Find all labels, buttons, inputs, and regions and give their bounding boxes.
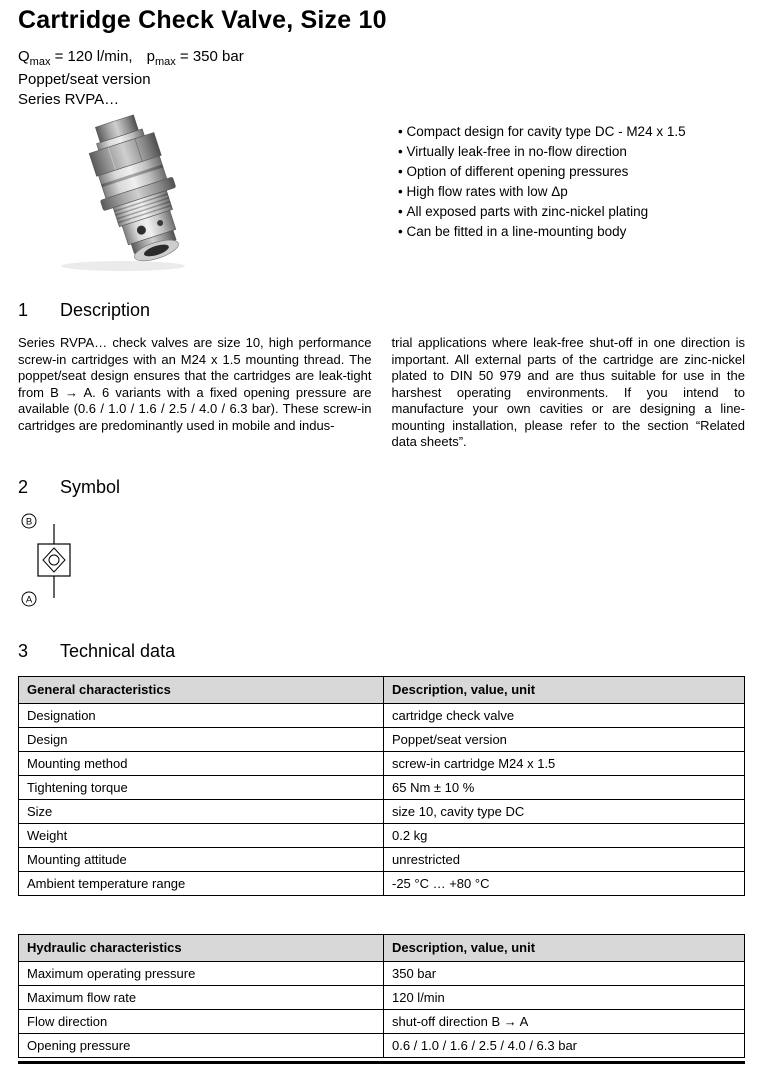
table-row (19, 751, 745, 775)
cell-value: size 10, cavity type DC (384, 799, 745, 823)
port-label-b: B (25, 516, 33, 527)
section-number: 1 (18, 300, 29, 320)
table-row (19, 961, 745, 985)
feature-item: • Option of different opening pressures (398, 164, 686, 179)
version-line: Poppet/seat version (18, 71, 151, 88)
page-bottom-table-edge (18, 1061, 745, 1064)
cell-value: 0.2 kg (384, 823, 745, 847)
table-general-characteristics (18, 676, 745, 896)
cell-label: Size (19, 799, 384, 823)
table-row (19, 1033, 745, 1057)
table-row (19, 1009, 745, 1033)
cell-label: Maximum operating pressure (19, 961, 384, 985)
hydraulic-symbol (18, 510, 745, 615)
section-title: Symbol (60, 476, 121, 497)
valve-product-photo (18, 114, 398, 272)
cell-value: 65 Nm ± 10 % (384, 775, 745, 799)
column-header: Hydraulic characteristics (19, 934, 384, 961)
table-row (19, 871, 745, 895)
pmax-spec: $p_{max} = 350$ bar (146, 48, 244, 68)
cell-label: Ambient temperature range (19, 871, 384, 895)
table-row (19, 799, 745, 823)
page-title: Cartridge Check Valve, Size 10 (18, 6, 387, 34)
series-line: Series RVPA… (18, 91, 120, 108)
cell-label: Mounting method (19, 751, 384, 775)
description-column-left: Series RVPA… check valves are size 10, high performance screw-in cartridges with an M24 x 1.5 mounting thread. The poppet/seat design ensures that the cartridges are leak-tight from B → A. 6 variants with a fixed opening pressure are available (0.6 / 1.0 / 1.6 / 2.5 / 4.0 / 6.3 bar). These screw-in cartridges are predominantly used in mobile and indus- (18, 335, 372, 433)
table-row (19, 985, 745, 1009)
feature-item: • Can be fitted in a line-mounting body (398, 224, 686, 239)
port-label-a: A (25, 594, 33, 605)
section-heading-symbol (18, 477, 745, 498)
cell-value: Poppet/seat version (384, 727, 745, 751)
qmax-spec: $Q_{max} = 120$ l/min, (18, 48, 133, 68)
check-valve-symbol (18, 510, 88, 610)
table-row (19, 847, 745, 871)
cell-value: -25 °C … +80 °C (384, 871, 745, 895)
cell-value: 0.6 / 1.0 / 1.6 / 2.5 / 4.0 / 6.3 bar (384, 1033, 745, 1057)
column-header: Description, value, unit (384, 934, 745, 961)
table-row (19, 727, 745, 751)
table-header-row (19, 676, 745, 703)
cell-value: shut-off direction B → A (384, 1009, 745, 1033)
cell-value: unrestricted (384, 847, 745, 871)
feature-item: • Virtually leak-free in no-flow direction (398, 144, 686, 159)
cell-value: 120 l/min (384, 985, 745, 1009)
table-row (19, 703, 745, 727)
cell-label: Maximum flow rate (19, 985, 384, 1009)
table-row (19, 775, 745, 799)
cell-value: cartridge check valve (384, 703, 745, 727)
spec-line (18, 48, 745, 68)
cell-label: Flow direction (19, 1009, 384, 1033)
feature-item: • Compact design for cavity type DC - M24 x 1.5 (398, 124, 686, 139)
feature-item: • All exposed parts with zinc-nickel plating (398, 204, 686, 219)
column-header: General characteristics (19, 676, 384, 703)
cell-value: screw-in cartridge M24 x 1.5 (384, 751, 745, 775)
feature-list (398, 124, 686, 274)
table-hydraulic-characteristics (18, 934, 745, 1058)
cell-label: Weight (19, 823, 384, 847)
description-column-right: trial applications where leak-free shut-off in one direction is important. All external parts of the cartridge are zinc-nickel plated to DIN 50 979 and are thus suitable for use in the harshest operating environments. If you intend to manufacture your own cavities or are designing a line-mounting installation, please refer to the section “Related data sheets”. (391, 335, 745, 449)
section-number: 3 (18, 640, 29, 661)
description-text (18, 335, 745, 451)
cell-label: Opening pressure (19, 1033, 384, 1057)
section-heading-technical-data (18, 641, 745, 662)
section-heading-description (18, 300, 745, 321)
valve-photo-illustration (18, 114, 268, 272)
feature-item: • High flow rates with low Δp (398, 184, 686, 199)
section-title: Description (60, 300, 151, 320)
section-title: Technical data (60, 640, 176, 661)
table-row (19, 823, 745, 847)
section-number: 2 (18, 476, 29, 497)
hero-section (18, 114, 745, 274)
cell-label: Mounting attitude (19, 847, 384, 871)
cell-label: Designation (19, 703, 384, 727)
cell-label: Tightening torque (19, 775, 384, 799)
column-header: Description, value, unit (384, 676, 745, 703)
table-header-row (19, 934, 745, 961)
cell-label: Design (19, 727, 384, 751)
cell-value: 350 bar (384, 961, 745, 985)
